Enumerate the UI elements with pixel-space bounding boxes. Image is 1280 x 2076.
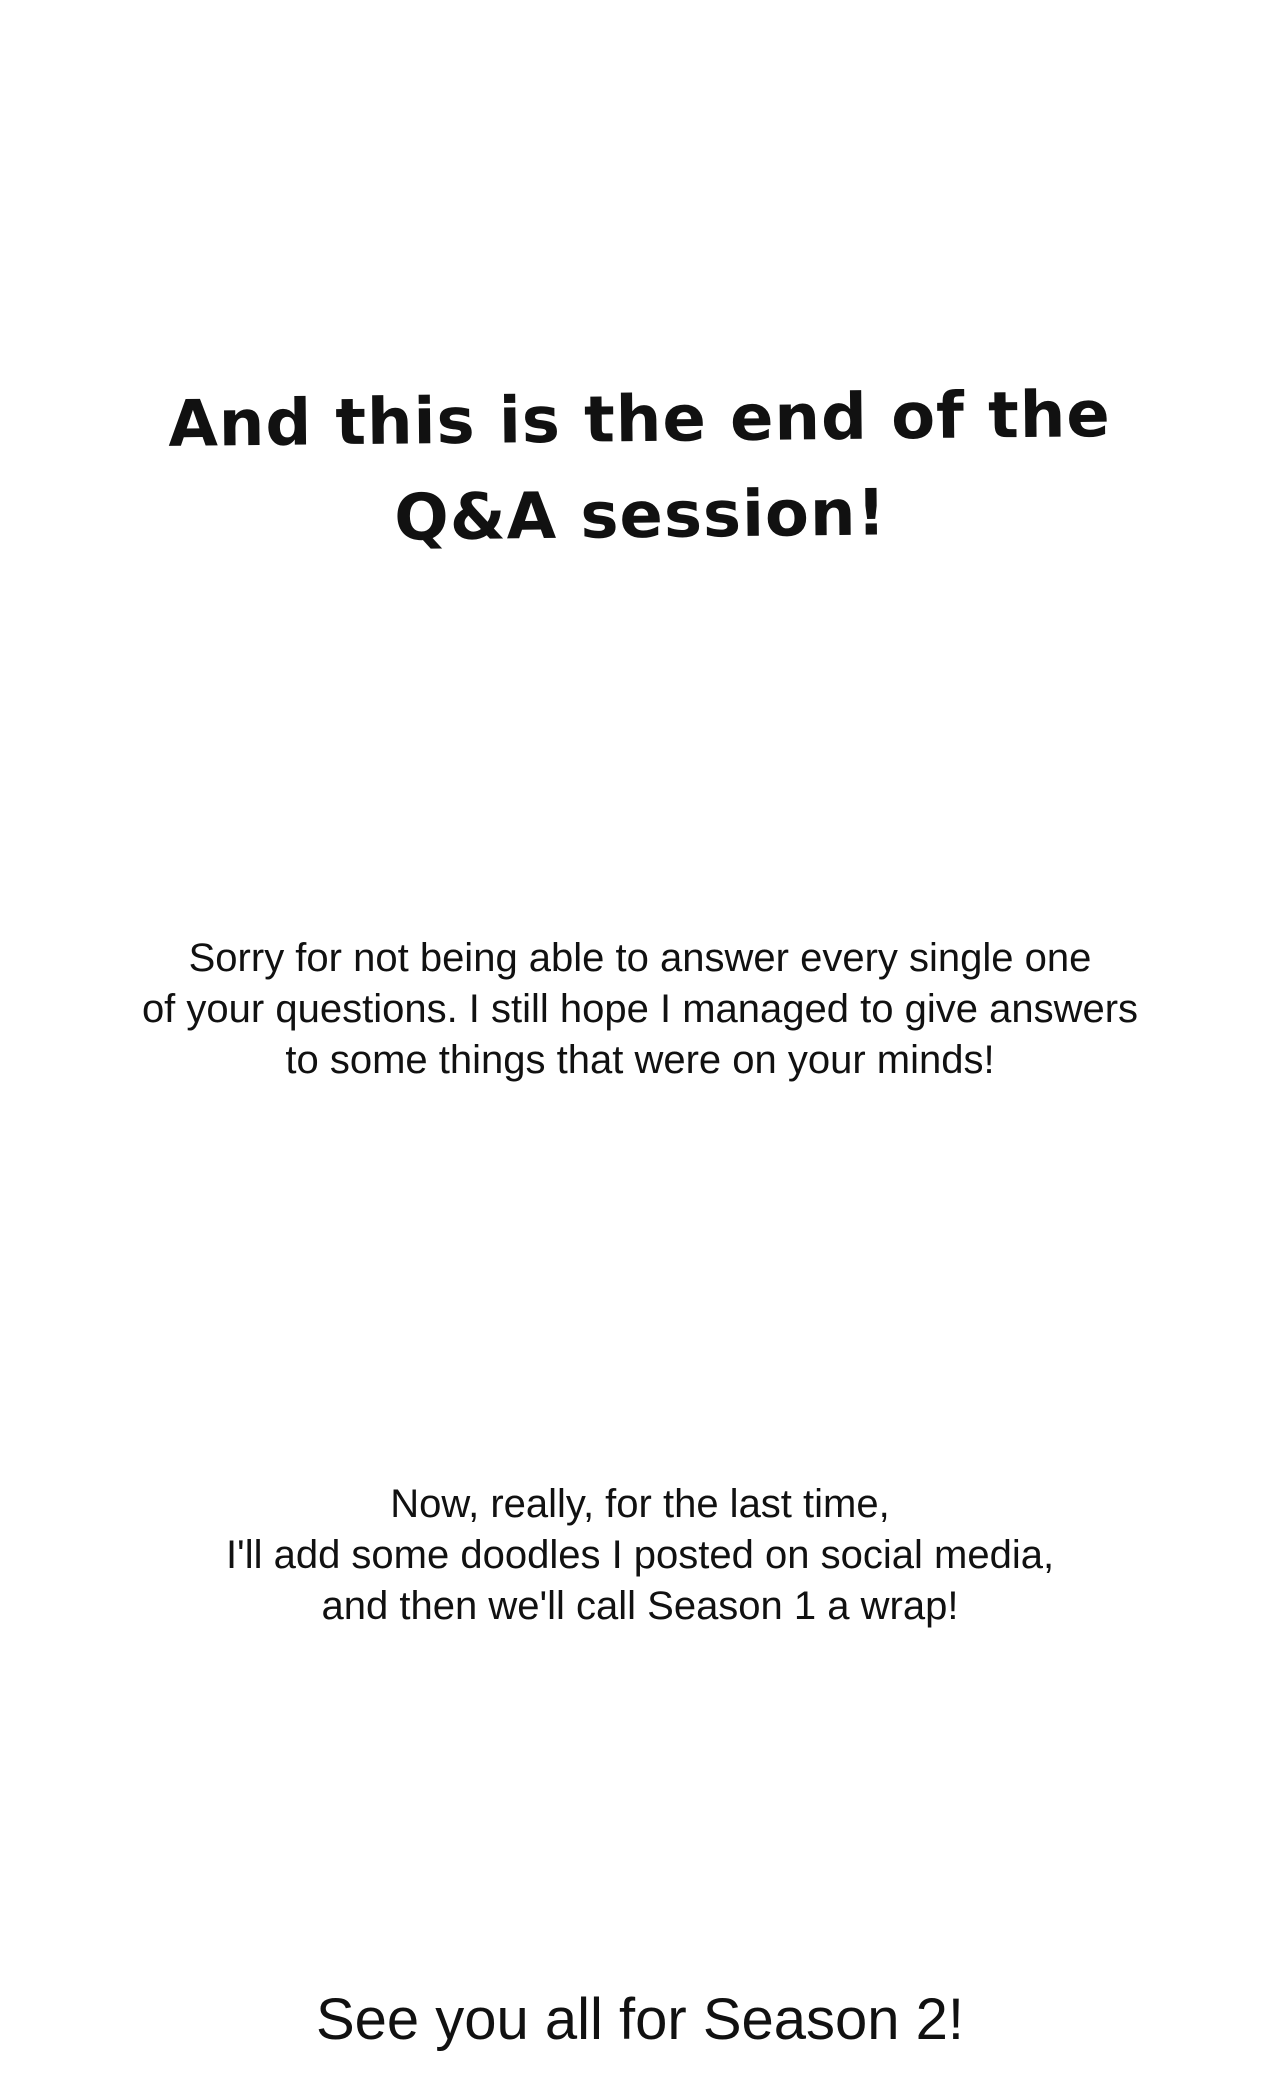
closing-message — [0, 1985, 1280, 2055]
title-line-2: Q&A session! — [393, 476, 888, 556]
doodles-paragraph — [0, 1479, 1280, 1632]
doodles-line-1: Now, really, for the last time, — [390, 1482, 890, 1526]
apology-line-1: Sorry for not being able to answer every single one — [188, 936, 1092, 980]
apology-line-3: to some things that were on your minds! — [285, 1038, 995, 1082]
apology-line-2: of your questions. I still hope I managed to give answers — [141, 987, 1139, 1031]
closing-line: See you all for Season 2! — [315, 1987, 965, 2052]
doodles-line-3: and then we'll call Season 1 a wrap! — [321, 1584, 959, 1628]
title-line-1: And this is the end of the — [167, 378, 1112, 462]
apology-paragraph — [0, 933, 1280, 1086]
doodles-line-2: I'll add some doodles I posted on social media, — [225, 1533, 1055, 1577]
handwritten-title — [0, 365, 1280, 570]
